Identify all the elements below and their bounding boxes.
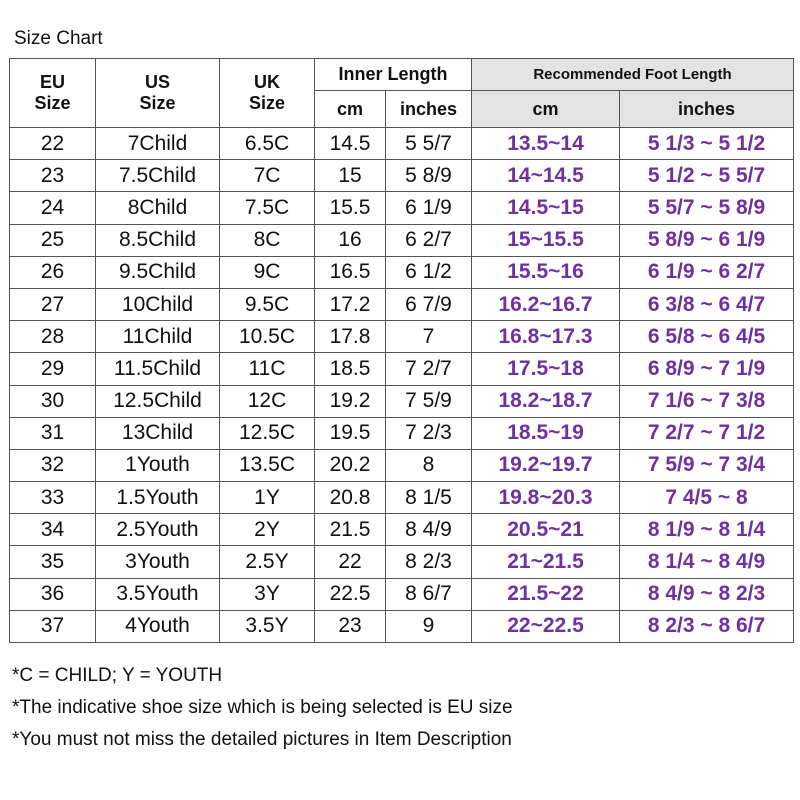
cell-eu-size: 34: [10, 514, 96, 546]
cell-rec-inches: 5 1/3 ~ 5 1/2: [620, 128, 794, 160]
cell-rec-cm: 18.2~18.7: [472, 385, 620, 417]
cell-uk-size: 13.5C: [220, 449, 315, 481]
cell-rec-inches: 7 1/6 ~ 7 3/8: [620, 385, 794, 417]
cell-eu-size: 37: [10, 610, 96, 642]
cell-eu-size: 23: [10, 160, 96, 192]
cell-rec-cm: 16.2~16.7: [472, 288, 620, 320]
cell-inner-cm: 16.5: [315, 256, 386, 288]
cell-us-size: 9.5Child: [96, 256, 220, 288]
cell-rec-cm: 15.5~16: [472, 256, 620, 288]
cell-eu-size: 30: [10, 385, 96, 417]
cell-inner-cm: 15: [315, 160, 386, 192]
note-eu-size: *The indicative shoe size which is being selected is EU size: [12, 697, 513, 718]
cell-inner-cm: 20.2: [315, 449, 386, 481]
cell-eu-size: 27: [10, 288, 96, 320]
cell-inner-cm: 22: [315, 546, 386, 578]
cell-us-size: 8Child: [96, 192, 220, 224]
cell-rec-inches: 7 4/5 ~ 8: [620, 482, 794, 514]
cell-inner-cm: 21.5: [315, 514, 386, 546]
cell-inner-cm: 16: [315, 224, 386, 256]
table-row: [10, 417, 794, 449]
cell-rec-cm: 14~14.5: [472, 160, 620, 192]
cell-uk-size: 7.5C: [220, 192, 315, 224]
header-inner-length: Inner Length: [315, 59, 472, 91]
header-rec-inches: inches: [620, 91, 794, 128]
cell-inner-inches: 6 1/9: [386, 192, 472, 224]
header-rec-cm: cm: [472, 91, 620, 128]
cell-rec-inches: 6 1/9 ~ 6 2/7: [620, 256, 794, 288]
table-row: [10, 288, 794, 320]
cell-inner-cm: 19.2: [315, 385, 386, 417]
cell-uk-size: 3.5Y: [220, 610, 315, 642]
size-chart-table: [9, 58, 794, 643]
cell-rec-cm: 17.5~18: [472, 353, 620, 385]
header-inner-cm: cm: [315, 91, 386, 128]
cell-rec-cm: 14.5~15: [472, 192, 620, 224]
table-row: [10, 160, 794, 192]
cell-eu-size: 31: [10, 417, 96, 449]
cell-us-size: 3Youth: [96, 546, 220, 578]
table-row: [10, 256, 794, 288]
cell-rec-inches: 8 1/9 ~ 8 1/4: [620, 514, 794, 546]
cell-inner-inches: 7: [386, 321, 472, 353]
cell-us-size: 13Child: [96, 417, 220, 449]
cell-inner-cm: 23: [315, 610, 386, 642]
cell-inner-inches: 8: [386, 449, 472, 481]
table-row: [10, 192, 794, 224]
cell-inner-cm: 20.8: [315, 482, 386, 514]
cell-uk-size: 6.5C: [220, 128, 315, 160]
cell-us-size: 12.5Child: [96, 385, 220, 417]
cell-eu-size: 29: [10, 353, 96, 385]
note-size-key: *C = CHILD; Y = YOUTH: [12, 665, 223, 686]
cell-rec-inches: 7 5/9 ~ 7 3/4: [620, 449, 794, 481]
header-uk-size: UK Size: [220, 59, 315, 128]
cell-us-size: 4Youth: [96, 610, 220, 642]
cell-eu-size: 32: [10, 449, 96, 481]
cell-rec-cm: 15~15.5: [472, 224, 620, 256]
cell-us-size: 11Child: [96, 321, 220, 353]
cell-rec-inches: 8 4/9 ~ 8 2/3: [620, 578, 794, 610]
cell-rec-cm: 22~22.5: [472, 610, 620, 642]
notes: [12, 660, 513, 756]
cell-us-size: 1Youth: [96, 449, 220, 481]
cell-uk-size: 10.5C: [220, 321, 315, 353]
table-row: [10, 353, 794, 385]
cell-us-size: 10Child: [96, 288, 220, 320]
cell-inner-inches: 7 2/3: [386, 417, 472, 449]
header-inner-inches: inches: [386, 91, 472, 128]
page-title: Size Chart: [14, 28, 103, 49]
cell-us-size: 8.5Child: [96, 224, 220, 256]
cell-inner-inches: 6 7/9: [386, 288, 472, 320]
cell-eu-size: 26: [10, 256, 96, 288]
cell-inner-inches: 8 4/9: [386, 514, 472, 546]
cell-eu-size: 28: [10, 321, 96, 353]
cell-rec-inches: 5 5/7 ~ 5 8/9: [620, 192, 794, 224]
note-item-description: *You must not miss the detailed pictures in Item Description: [12, 729, 512, 750]
cell-rec-inches: 8 2/3 ~ 8 6/7: [620, 610, 794, 642]
cell-rec-cm: 18.5~19: [472, 417, 620, 449]
cell-rec-cm: 19.2~19.7: [472, 449, 620, 481]
cell-uk-size: 2Y: [220, 514, 315, 546]
table-row: [10, 546, 794, 578]
cell-uk-size: 8C: [220, 224, 315, 256]
cell-inner-inches: 6 2/7: [386, 224, 472, 256]
cell-uk-size: 11C: [220, 353, 315, 385]
cell-eu-size: 25: [10, 224, 96, 256]
cell-inner-inches: 8 1/5: [386, 482, 472, 514]
cell-uk-size: 7C: [220, 160, 315, 192]
cell-eu-size: 22: [10, 128, 96, 160]
cell-inner-inches: 7 5/9: [386, 385, 472, 417]
cell-rec-cm: 19.8~20.3: [472, 482, 620, 514]
cell-inner-inches: 7 2/7: [386, 353, 472, 385]
cell-us-size: 7.5Child: [96, 160, 220, 192]
cell-uk-size: 9C: [220, 256, 315, 288]
cell-inner-inches: 6 1/2: [386, 256, 472, 288]
cell-uk-size: 2.5Y: [220, 546, 315, 578]
cell-uk-size: 12C: [220, 385, 315, 417]
cell-inner-cm: 19.5: [315, 417, 386, 449]
cell-rec-inches: 5 1/2 ~ 5 5/7: [620, 160, 794, 192]
cell-eu-size: 36: [10, 578, 96, 610]
cell-uk-size: 9.5C: [220, 288, 315, 320]
cell-inner-cm: 17.2: [315, 288, 386, 320]
cell-inner-inches: 9: [386, 610, 472, 642]
table-row: [10, 482, 794, 514]
cell-us-size: 7Child: [96, 128, 220, 160]
cell-us-size: 1.5Youth: [96, 482, 220, 514]
cell-eu-size: 35: [10, 546, 96, 578]
cell-us-size: 3.5Youth: [96, 578, 220, 610]
header-us-size: US Size: [96, 59, 220, 128]
cell-inner-cm: 14.5: [315, 128, 386, 160]
cell-rec-cm: 21~21.5: [472, 546, 620, 578]
table-row: [10, 385, 794, 417]
cell-eu-size: 33: [10, 482, 96, 514]
cell-eu-size: 24: [10, 192, 96, 224]
cell-rec-cm: 13.5~14: [472, 128, 620, 160]
cell-rec-cm: 20.5~21: [472, 514, 620, 546]
cell-uk-size: 1Y: [220, 482, 315, 514]
cell-inner-inches: 5 5/7: [386, 128, 472, 160]
cell-rec-cm: 21.5~22: [472, 578, 620, 610]
table-row: [10, 610, 794, 642]
table-row: [10, 321, 794, 353]
table-row: [10, 449, 794, 481]
cell-uk-size: 3Y: [220, 578, 315, 610]
cell-rec-inches: 7 2/7 ~ 7 1/2: [620, 417, 794, 449]
cell-inner-inches: 8 2/3: [386, 546, 472, 578]
table-row: [10, 578, 794, 610]
cell-rec-inches: 6 3/8 ~ 6 4/7: [620, 288, 794, 320]
table-row: [10, 224, 794, 256]
cell-inner-cm: 15.5: [315, 192, 386, 224]
table-row: [10, 128, 794, 160]
header-recommended-foot-length: Recommended Foot Length: [472, 59, 794, 91]
cell-rec-inches: 8 1/4 ~ 8 4/9: [620, 546, 794, 578]
cell-inner-cm: 17.8: [315, 321, 386, 353]
cell-uk-size: 12.5C: [220, 417, 315, 449]
cell-rec-inches: 6 8/9 ~ 7 1/9: [620, 353, 794, 385]
cell-inner-cm: 18.5: [315, 353, 386, 385]
cell-inner-inches: 5 8/9: [386, 160, 472, 192]
cell-rec-inches: 6 5/8 ~ 6 4/5: [620, 321, 794, 353]
cell-rec-cm: 16.8~17.3: [472, 321, 620, 353]
cell-inner-inches: 8 6/7: [386, 578, 472, 610]
cell-us-size: 11.5Child: [96, 353, 220, 385]
cell-inner-cm: 22.5: [315, 578, 386, 610]
cell-rec-inches: 5 8/9 ~ 6 1/9: [620, 224, 794, 256]
header-eu-size: EU Size: [10, 59, 96, 128]
cell-us-size: 2.5Youth: [96, 514, 220, 546]
table-row: [10, 514, 794, 546]
